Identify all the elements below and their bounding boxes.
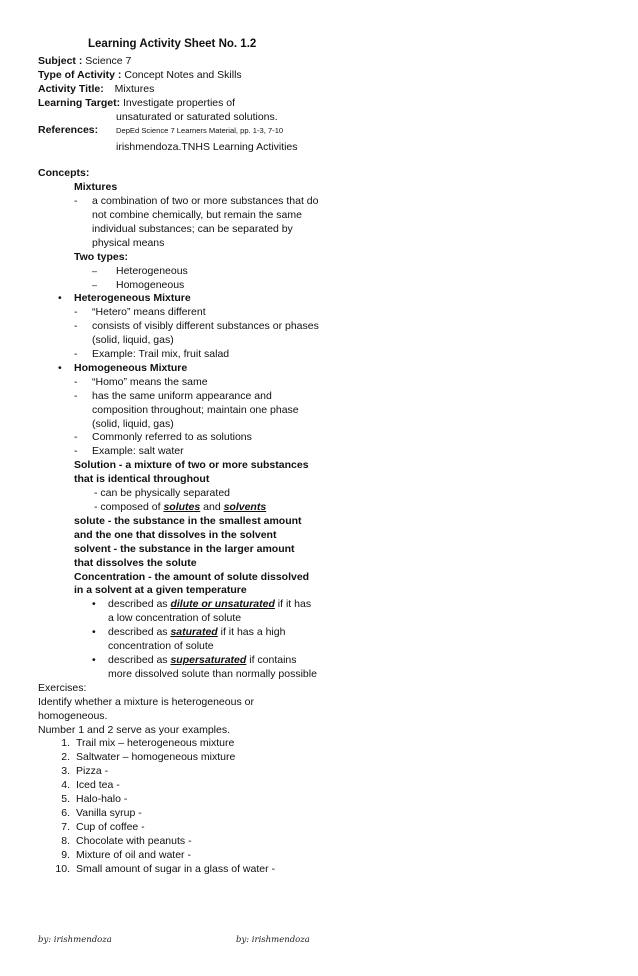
list-item — [50, 849, 598, 863]
item-text: Iced tea - — [76, 779, 120, 792]
type-homogeneous: Homogeneous — [116, 278, 185, 291]
list-item — [50, 835, 598, 849]
list-item — [50, 807, 598, 821]
references-label: References: — [38, 124, 99, 137]
solute-definition: solute - the substance in the smallest amount and the one that dissolves in the solvent — [74, 514, 302, 541]
item-number: 10. — [55, 862, 70, 875]
solution-physical-line: - can be physically separated — [94, 487, 230, 500]
term-saturated: saturated — [170, 626, 218, 639]
concentration-bullet: • described as saturated if it has a high concentration of solute — [92, 626, 286, 653]
heterogeneous-point: - consists of visibly different substances or phases (solid, liquid, gas) — [74, 320, 319, 347]
item-text: Mixture of oil and water - — [76, 848, 191, 861]
learning-target-text-1: Investigate properties of — [122, 96, 236, 109]
activity-sheet — [38, 38, 598, 876]
two-types-heading: Two types: — [74, 250, 129, 263]
activity-title-value: Mixtures — [114, 82, 155, 95]
homogeneous-section: • Homogeneous Mixture — [58, 361, 188, 374]
concentration-bullet: • described as supersaturated if contains more dissolved solute than normally possible — [92, 653, 317, 680]
homogeneous-point: - Example: salt water — [74, 445, 598, 459]
reference-2: irishmendoza.TNHS Learning Activities — [116, 141, 298, 154]
footer-left: by: irishmendoza — [38, 935, 112, 945]
homogeneous-point-text: “Homo” means the same — [92, 375, 208, 388]
heterogeneous-section: • Heterogeneous Mixture — [58, 292, 191, 305]
learning-target-text-2: unsaturated or saturated solutions. — [116, 110, 278, 123]
concentration-definition: Concentration - the amount of solute dissolved in a solvent at a given temperature — [74, 570, 310, 597]
bullet-pre: described as — [108, 598, 171, 611]
item-number: 1. — [61, 737, 70, 750]
learning-target-label: Learning Target: — [38, 96, 121, 109]
subject-label: Subject : — [38, 54, 83, 67]
heterogeneous-point-text: Example: Trail mix, fruit salad — [92, 348, 230, 361]
item-number: 2. — [61, 751, 70, 764]
reference-1: DepEd Science 7 Learners Material, pp. 1-3, 7-10 — [116, 126, 284, 136]
subject-line — [38, 55, 598, 69]
term-supersaturated: supersaturated — [170, 653, 247, 666]
composition-and: and — [200, 501, 224, 513]
activity-type-line — [38, 69, 598, 83]
activity-title-line — [38, 83, 598, 97]
solution-definition: Solution - a mixture of two or more substances that is identical throughout — [74, 459, 309, 486]
exercises-heading: Exercises: — [38, 681, 87, 694]
list-item — [50, 765, 598, 779]
concepts-heading: Concepts: — [38, 167, 90, 180]
heterogeneous-point-text: “Hetero” means different — [92, 306, 206, 319]
subject-value: Science 7 — [85, 54, 132, 67]
item-number: 4. — [61, 779, 70, 792]
item-text: Cup of coffee - — [76, 820, 145, 833]
mixtures-heading: Mixtures — [74, 181, 118, 194]
item-text: Small amount of sugar in a glass of water - — [76, 862, 276, 875]
term-solvents: solvents — [223, 501, 267, 513]
concentration-bullet: • described as dilute or unsaturated if it has a low concentration of solute — [92, 598, 312, 625]
item-number: 8. — [61, 834, 70, 847]
list-item — [50, 821, 598, 835]
homogeneous-point: - Commonly referred to as solutions — [74, 431, 598, 445]
bullet-pre: described as — [108, 626, 171, 639]
item-number: 6. — [61, 806, 70, 819]
type-item: – Heterogeneous — [92, 264, 188, 277]
list-item — [50, 793, 598, 807]
term-solutes: solutes — [163, 501, 201, 513]
item-text: Pizza - — [76, 765, 109, 778]
exercise-list — [50, 737, 598, 876]
bullet-post: if it has a high concentration of solute — [108, 626, 286, 653]
item-text: Saltwater – homogeneous mixture — [76, 751, 236, 764]
item-number: 5. — [61, 793, 70, 806]
item-text: Chocolate with peanuts - — [76, 834, 192, 847]
heterogeneous-point-text: consists of visibly different substances or phases (solid, liquid, gas) — [92, 320, 319, 347]
activity-title-label: Activity Title: — [38, 82, 104, 95]
references-line — [38, 124, 598, 138]
bullet-post: if contains more dissolved solute than normally possible — [108, 653, 317, 680]
homogeneous-heading: Homogeneous Mixture — [74, 361, 188, 374]
composition-prefix: - composed of — [94, 501, 164, 513]
homogeneous-point-text: has the same uniform appearance and composition throughout; maintain one phase (solid, liquid, gas) — [92, 389, 299, 430]
exercises-note: Number 1 and 2 serve as your examples. — [38, 723, 231, 736]
activity-type-value: Concept Notes and Skills — [124, 68, 242, 81]
item-number: 7. — [61, 820, 70, 833]
list-item — [50, 751, 598, 765]
learning-target-line — [38, 97, 598, 111]
page-title: Learning Activity Sheet No. 1.2 — [88, 38, 257, 50]
type-heterogeneous: Heterogeneous — [116, 264, 188, 277]
solvent-definition: solvent - the substance in the larger amount that dissolves the solute — [74, 542, 295, 569]
heterogeneous-heading: Heterogeneous Mixture — [74, 292, 191, 305]
homogeneous-point-text: Commonly referred to as solutions — [92, 431, 252, 444]
homogeneous-point: - has the same uniform appearance and composition throughout; maintain one phase (solid, liquid, gas) — [74, 390, 598, 432]
item-text: Trail mix – heterogeneous mixture — [76, 737, 235, 750]
bullet-post: if it has a low concentration of solute — [108, 598, 312, 625]
item-text: Halo-halo - — [76, 793, 128, 806]
mixtures-definition-text: a combination of two or more substances that do not combine chemically, but remain the same individual substances; can be separated by physical means — [92, 195, 319, 249]
item-text: Vanilla syrup - — [76, 806, 142, 819]
solution-composition-line — [94, 501, 598, 515]
homogeneous-point-text: Example: salt water — [92, 445, 184, 458]
item-number: 9. — [61, 848, 70, 861]
heterogeneous-point: - Example: Trail mix, fruit salad — [74, 348, 598, 362]
footer-right: by: irishmendoza — [236, 935, 310, 945]
list-item — [50, 863, 598, 877]
exercises-instruction: Identify whether a mixture is heterogeneous or homogeneous. — [38, 695, 254, 722]
mixtures-definition: - a combination of two or more substances that do not combine chemically, but remain the same individual substances; can be separated by physical means — [74, 195, 319, 249]
homogeneous-point: - “Homo” means the same — [74, 376, 598, 390]
type-item: – Homogeneous — [92, 278, 185, 291]
list-item — [50, 737, 598, 751]
term-unsaturated: dilute or unsaturated — [170, 598, 275, 611]
item-number: 3. — [61, 765, 70, 778]
list-item — [50, 779, 598, 793]
heterogeneous-point: - “Hetero” means different — [74, 306, 598, 320]
bullet-pre: described as — [108, 653, 171, 666]
activity-type-label: Type of Activity : — [38, 68, 122, 81]
